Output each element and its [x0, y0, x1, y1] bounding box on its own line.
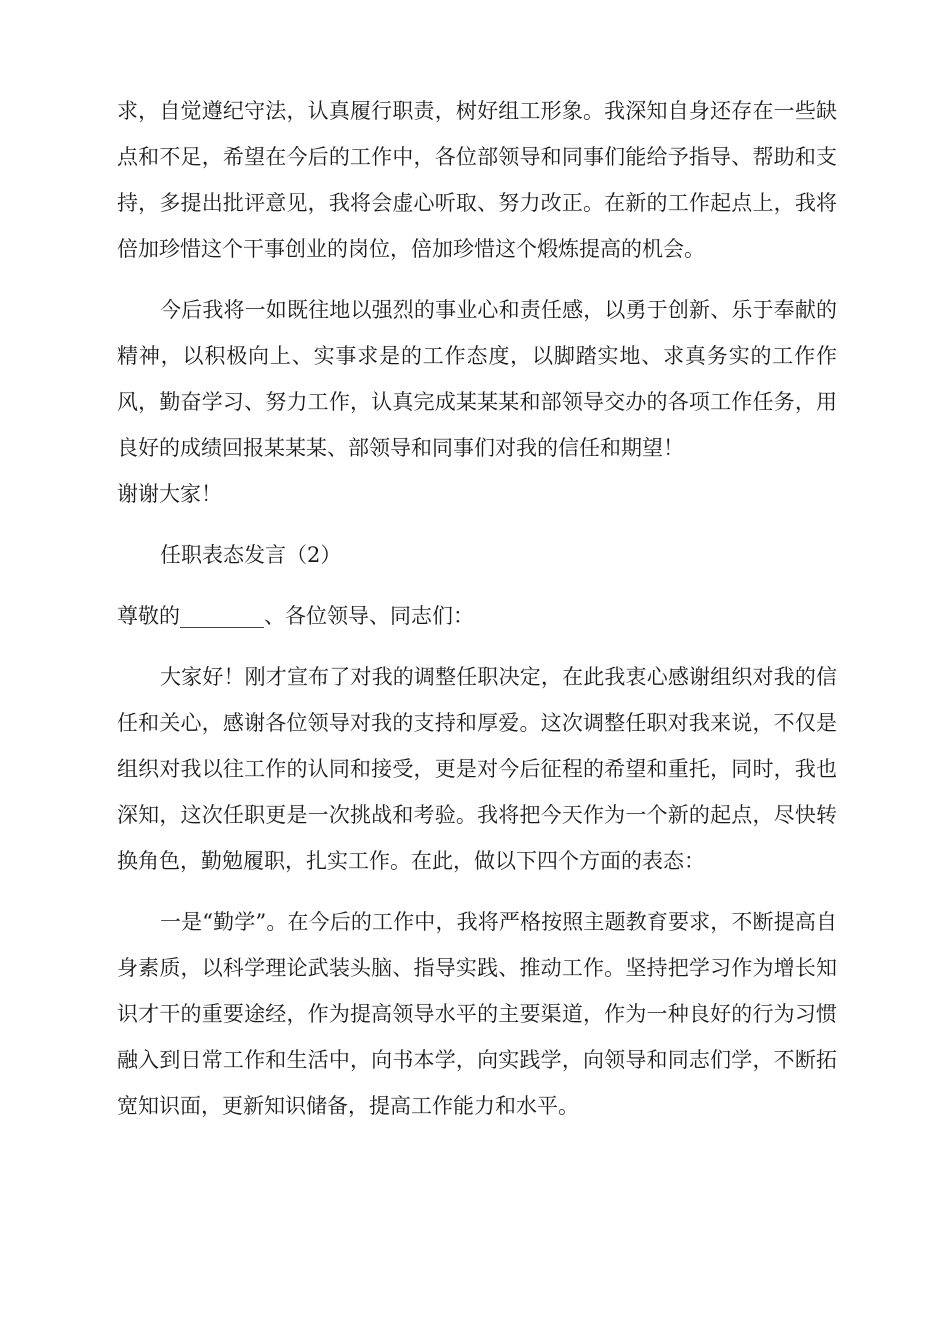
paragraph-future-commitment: 今后我将一如既往地以强烈的事业心和责任感，以勇于创新、乐于奉献的精神，以积极向上、实事求是的工作态度，以脚踏实地、求真务实的工作作风，勤奋学习、努力工作，认真完成某某某和部领导交办的各项工作任务，用良好的成绩回报某某某、部领导和同事们对我的信任和期望！ [117, 298, 837, 460]
paragraph-diligent-study: 一是“勤学”。在今后的工作中，我将严格按照主题教育要求，不断提高自身素质，以科学理论武装头脑、指导实践、推动工作。坚持把学习作为增长知识才干的重要途经，作为提高领导水平的主要渠道，作为一种良好的行为习惯融入到日常工作和生活中，向书本学，向实践学，向领导和同志们学，不断拓宽知识面，更新知识储备，提高工作能力和水平。 [117, 910, 837, 1118]
section-heading: 任职表态发言（2） [160, 543, 342, 567]
paragraph-greeting: 大家好！刚才宣布了对我的调整任职决定，在此我衷心感谢组织对我的信任和关心，感谢各位领导对我的支持和厚爱。这次调整任职对我来说，不仅是组织对我以往工作的认同和接受，更是对今后征程的希望和重托，同时，我也深知，这次任职更是一次挑战和考验。我将把今天作为一个新的起点，尽快转换角色，勤勉履职，扎实工作。在此，做以下四个方面的表态： [117, 665, 837, 873]
paragraph-continuation: 求，自觉遵纪守法，认真履行职责，树好组工形象。我深知自身还存在一些缺点和不足，希望在今后的工作中，各位部领导和同事们能给予指导、帮助和支持，多提出批评意见，我将会虚心听取、努力改正。在新的工作起点上，我将倍加珍惜这个干事创业的岗位，倍加珍惜这个煅炼提高的机会。 [117, 99, 837, 261]
salutation: 尊敬的________、各位领导、同志们： [117, 604, 474, 628]
document-body [117, 88, 837, 1129]
paragraph-thanks: 谢谢大家！ [117, 482, 222, 506]
